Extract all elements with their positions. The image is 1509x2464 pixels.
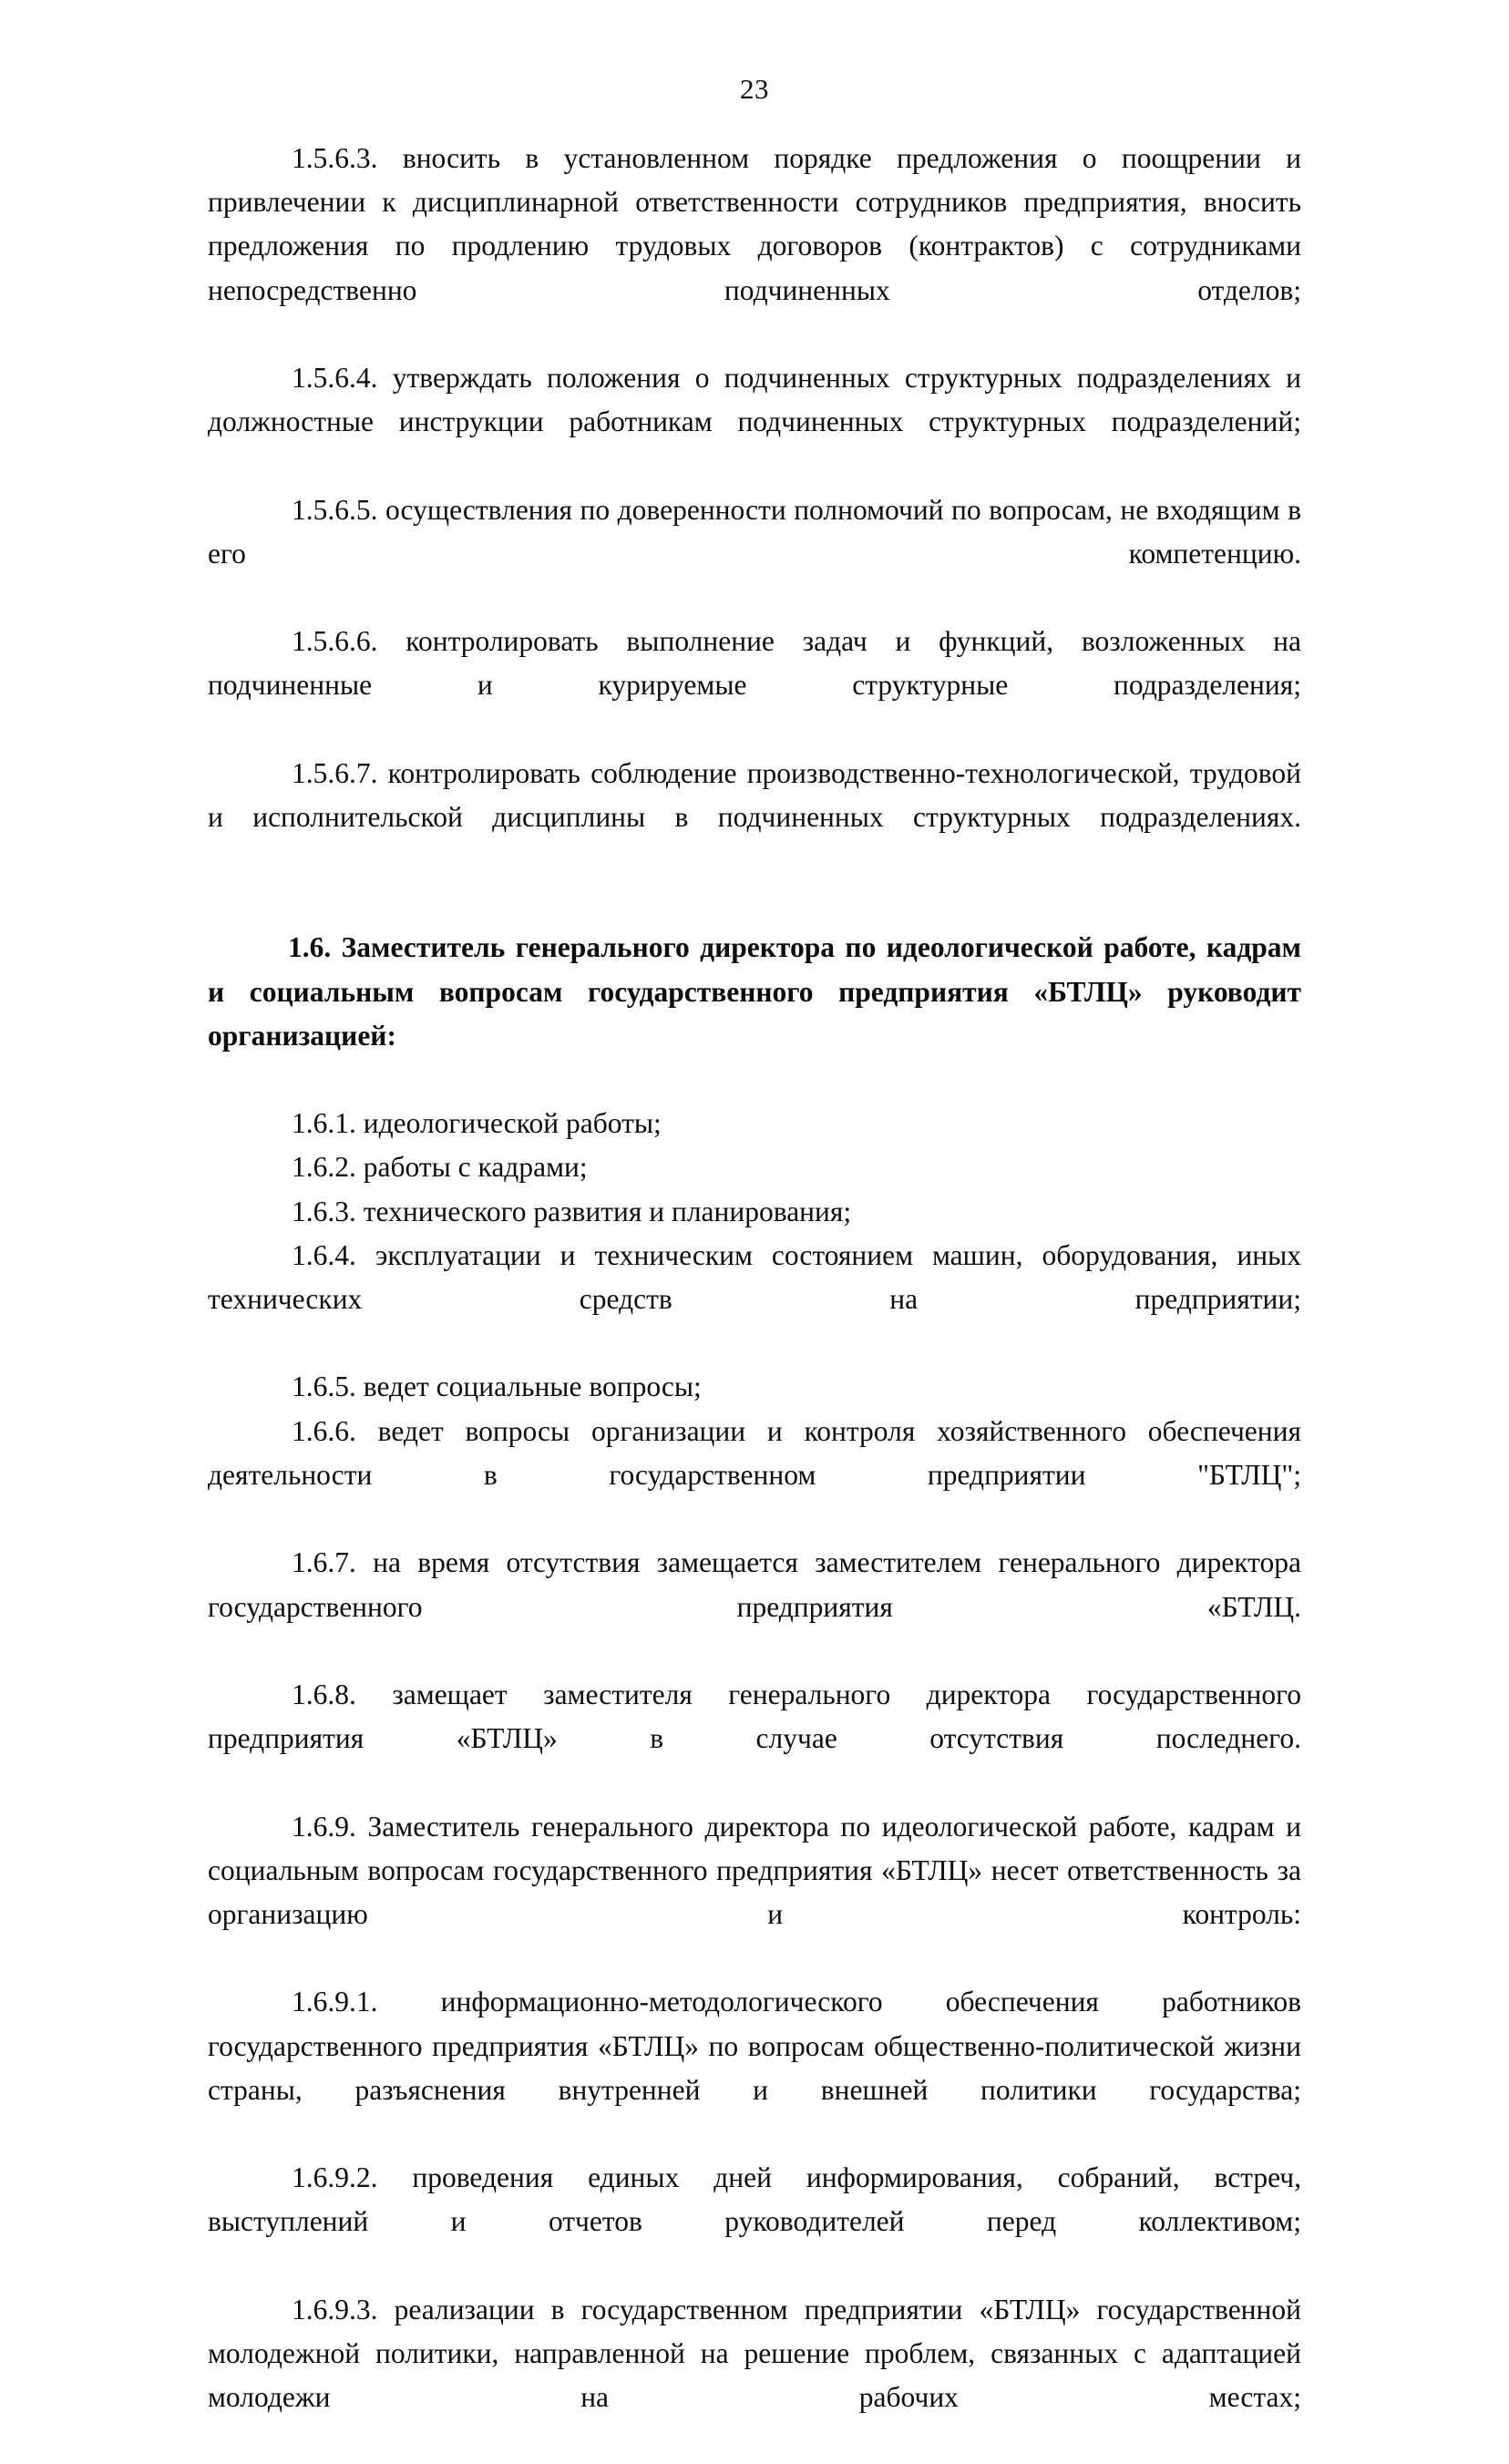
heading-1-6: 1.6. Заместитель генерального директора по идеологической работе, кадрам и социальным вопросам государственного предприятия «БТЛЦ» руководит организацией: (208, 931, 1301, 1052)
paragraph-clause-1-6-4: 1.6.4. эксплуатации и техническим состоянием машин, оборудования, иных технических средств на предприятии; (208, 1238, 1301, 1316)
paragraph-clause-1-6-6: 1.6.6. ведет вопросы организации и контроля хозяйственного обеспечения деятельности в государственном предприятии "БТЛЦ"; (208, 1414, 1301, 1491)
paragraph-clause-1-5-6-4: 1.5.6.4. утверждать положения о подчиненных структурных подразделениях и должностные инструкции работникам подчиненных структурных подразделений; (208, 362, 1301, 438)
page-body (208, 137, 1301, 2464)
paragraph-clause-1-6-3: 1.6.3. технического развития и планирования; (292, 1195, 852, 1227)
paragraph-clause-1-6-2: 1.6.2. работы с кадрами; (292, 1151, 588, 1184)
paragraph-clause-1-5-6-7: 1.5.6.7. контролировать соблюдение производственно-технологической, трудовой и исполнительской дисциплины в подчиненных структурных подразделениях. (208, 756, 1301, 834)
paragraph-clause-1-6-7: 1.6.7. на время отсутствия замещается заместителем генерального директора государственного предприятия «БТЛЦ. (208, 1546, 1301, 1623)
paragraph-clause-1-5-6-6: 1.5.6.6. контролировать выполнение задач и функций, возложенных на подчиненные и курируемые структурные подразделения; (208, 625, 1301, 702)
paragraph-clause-1-6-9: 1.6.9. Заместитель генерального директора по идеологической работе, кадрам и социальным вопросам государственного предприятия «БТЛЦ» несет ответственность за организацию и контроль: (208, 1810, 1301, 1930)
paragraph-clause-1-6-8: 1.6.8. замещает заместителя генерального директора государственного предприятия «БТЛЦ» в случае отсутствия последнего. (208, 1678, 1301, 1755)
page-number: 23 (740, 73, 769, 105)
paragraph-clause-1-6-9-3: 1.6.9.3. реализации в государственном предприятии «БТЛЦ» государственной молодежной политики, направленной на решение проблем, связанных с адаптацией молодежи на рабочих местах; (208, 2293, 1301, 2414)
paragraph-clause-1-6-9-2: 1.6.9.2. проведения единых дней информирования, собраний, встреч, выступлений и отчетов руководителей перед коллективом; (208, 2161, 1301, 2238)
paragraph-clause-1-6-1: 1.6.1. идеологической работы; (292, 1107, 662, 1140)
paragraph-clause-1-5-6-3: 1.5.6.3. вносить в установленном порядке предложения о поощрении и привлечении к дисциплинарной ответственности сотрудников предприятия, вносить предложения по продлению трудовых договоров (контрактов) с сотрудниками непосредственно подчиненных отделов; (208, 142, 1301, 306)
paragraph-clause-1-6-5: 1.6.5. ведет социальные вопросы; (292, 1371, 702, 1403)
paragraph-clause-1-5-6-5: 1.5.6.5. осуществления по доверенности полномочий по вопросам, не входящим в его компетенцию. (208, 493, 1301, 570)
paragraph-clause-1-6-9-1: 1.6.9.1. информационно-методологического обеспечения работников государственного предприятия «БТЛЦ» по вопросам общественно-политической жизни страны, разъяснения внутренней и внешней политики государства; (208, 1986, 1301, 2106)
